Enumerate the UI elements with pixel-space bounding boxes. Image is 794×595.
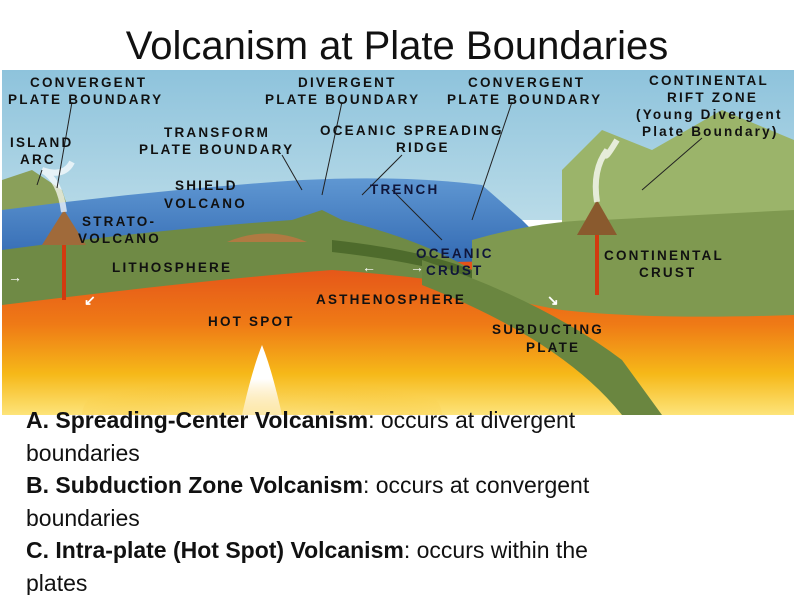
slide-title: Volcanism at Plate Boundaries bbox=[125, 24, 669, 68]
label-transform-1: TRANSFORM bbox=[164, 125, 271, 140]
svg-text:VOLCANO bbox=[164, 196, 247, 211]
svg-text:TRANSFORM bbox=[164, 125, 270, 140]
svg-text:OCEANIC SPREADING bbox=[320, 123, 504, 138]
caption-c-cont: plates bbox=[26, 569, 88, 595]
svg-text:ASTHENOSPHERE bbox=[316, 292, 466, 307]
label-divergent-2: PLATE BOUNDARY bbox=[265, 92, 421, 107]
svg-text:PLATE bbox=[526, 340, 580, 355]
svg-text:→: → bbox=[8, 269, 22, 285]
svg-text:PLATE BOUNDARY bbox=[447, 92, 602, 107]
svg-text:RIDGE bbox=[396, 140, 450, 155]
label-rift-1: CONTINENTAL bbox=[649, 73, 769, 88]
svg-text:CONVERGENT bbox=[468, 75, 585, 90]
caption-c-line bbox=[26, 534, 786, 567]
svg-text:CRUST bbox=[639, 265, 697, 280]
svg-text:PLATE BOUNDARY bbox=[265, 92, 420, 107]
caption-b-line bbox=[26, 469, 786, 502]
svg-text:LITHOSPHERE bbox=[112, 260, 232, 275]
plate-boundary-diagram bbox=[2, 70, 794, 415]
svg-text:Plate Boundary) bbox=[642, 124, 779, 139]
svg-text:OCEANIC bbox=[416, 246, 494, 261]
label-rift-2: RIFT ZONE bbox=[667, 90, 759, 105]
caption-a-bold: A. Spreading-Center Volcanism bbox=[26, 407, 369, 433]
svg-text:PLATE BOUNDARY bbox=[139, 142, 294, 157]
svg-text:SHIELD bbox=[175, 178, 238, 193]
label-convergent-right-2: PLATE BOUNDARY bbox=[447, 92, 603, 107]
svg-text:SUBDUCTING bbox=[492, 322, 604, 337]
svg-text:VOLCANO bbox=[78, 231, 161, 246]
label-rift-3: (Young Divergent bbox=[636, 107, 783, 122]
label-oceanic-crust-1: OCEANIC bbox=[416, 246, 494, 261]
label-subducting-1: SUBDUCTING bbox=[492, 322, 604, 337]
label-divergent-1: DIVERGENT bbox=[298, 75, 397, 90]
caption-a-line bbox=[26, 404, 786, 437]
label-hot-spot: HOT SPOT bbox=[208, 314, 295, 329]
svg-text:←: ← bbox=[362, 259, 376, 275]
label-trench: TRENCH bbox=[370, 182, 440, 197]
svg-text:ARC bbox=[20, 152, 56, 167]
caption-a-text: : occurs at divergent bbox=[368, 407, 576, 433]
svg-text:↙: ↙ bbox=[84, 292, 96, 308]
svg-text:→: → bbox=[410, 259, 424, 275]
label-shield-2: VOLCANO bbox=[164, 196, 247, 211]
svg-text:STRATO- bbox=[82, 214, 156, 229]
label-continental-crust-2: CRUST bbox=[639, 265, 697, 280]
label-oceanic-crust-2: CRUST bbox=[426, 263, 484, 278]
label-spreading-1: OCEANIC SPREADING bbox=[320, 123, 504, 138]
svg-text:DIVERGENT bbox=[298, 75, 397, 90]
label-island-arc-2: ARC bbox=[20, 152, 56, 167]
svg-text:CONTINENTAL bbox=[604, 248, 724, 263]
label-rift-4: Plate Boundary) bbox=[642, 124, 779, 139]
label-strato-1: STRATO- bbox=[82, 214, 157, 229]
svg-text:RIFT ZONE bbox=[667, 90, 758, 105]
caption-c-bold: C. Intra-plate (Hot Spot) Volcanism bbox=[26, 537, 404, 563]
svg-text:PLATE BOUNDARY bbox=[8, 92, 163, 107]
svg-text:ISLAND bbox=[10, 135, 73, 150]
label-convergent-left-2: PLATE BOUNDARY bbox=[8, 92, 164, 107]
svg-text:(Young Divergent bbox=[636, 107, 783, 122]
label-asthenosphere: ASTHENOSPHERE bbox=[316, 292, 467, 307]
caption-b-cont: boundaries bbox=[26, 504, 140, 531]
caption-c-text: : occurs within the bbox=[403, 537, 588, 563]
svg-text:CRUST bbox=[426, 263, 484, 278]
caption-b-bold: B. Subduction Zone Volcanism bbox=[26, 472, 363, 498]
svg-text:CONVERGENT bbox=[30, 75, 147, 90]
label-island-arc-1: ISLAND bbox=[10, 135, 74, 150]
label-subducting-2: PLATE bbox=[526, 340, 581, 355]
svg-text:HOT SPOT bbox=[208, 314, 295, 329]
caption-b-text: : occurs at convergent bbox=[362, 472, 590, 498]
label-lithosphere: LITHOSPHERE bbox=[112, 260, 233, 275]
svg-text:↘: ↘ bbox=[547, 292, 559, 308]
caption-a-cont: boundaries bbox=[26, 439, 140, 466]
label-transform-2: PLATE BOUNDARY bbox=[139, 142, 295, 157]
caption bbox=[26, 404, 786, 595]
svg-text:TRENCH bbox=[370, 182, 439, 197]
label-spreading-2: RIDGE bbox=[396, 140, 450, 155]
label-strato-2: VOLCANO bbox=[78, 231, 161, 246]
label-shield-1: SHIELD bbox=[175, 178, 238, 193]
svg-text:CONTINENTAL bbox=[649, 73, 769, 88]
label-continental-crust-1: CONTINENTAL bbox=[604, 248, 724, 263]
label-convergent-right-1: CONVERGENT bbox=[468, 75, 586, 90]
label-convergent-left-1: CONVERGENT bbox=[30, 75, 148, 90]
